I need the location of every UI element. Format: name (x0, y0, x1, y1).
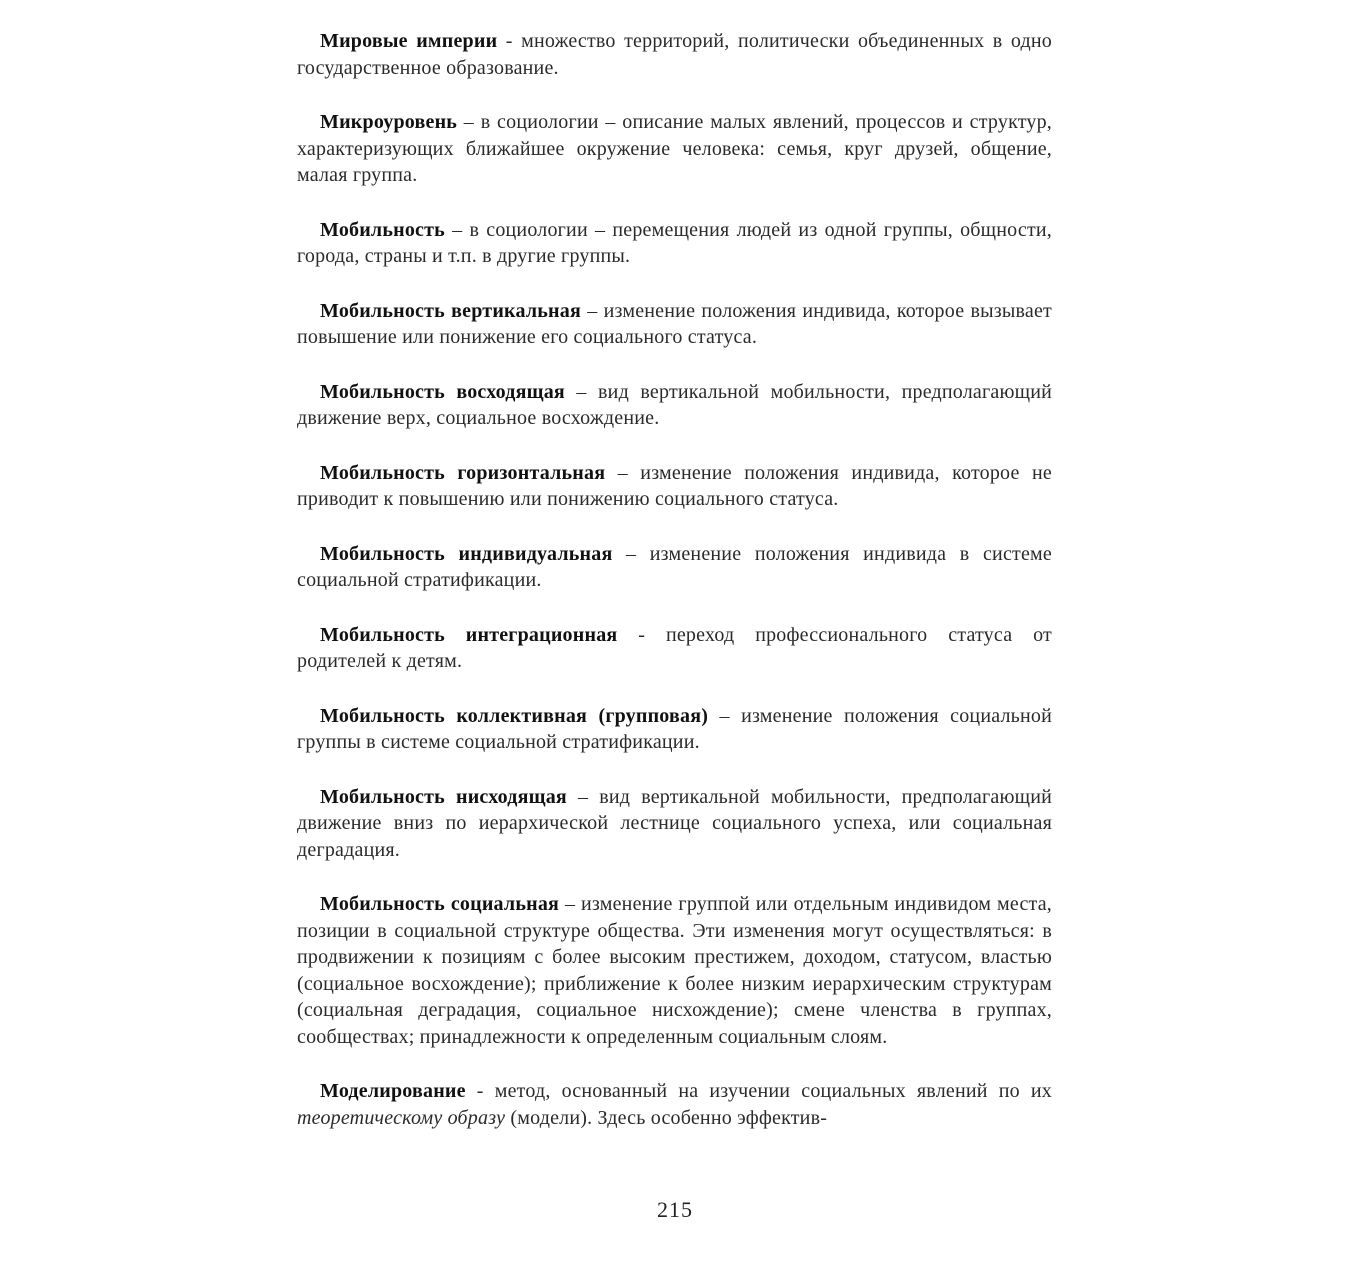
entry-term: Мобильность восходящая (320, 380, 565, 403)
glossary-entry (297, 217, 1052, 270)
entry-definition-italic: теоретическому образу (297, 1106, 506, 1129)
glossary-entry (297, 28, 1052, 81)
entry-definition: – изменение положения индивида, которое вызывает повышение или понижение его социального статуса. (297, 299, 1052, 348)
entry-term: Мобильность социальная (320, 893, 560, 915)
entry-term: Мобильность индивидуальная (320, 542, 613, 565)
entry-definition: – в социологии – описание малых явлений, процессов и структур, характеризующих ближайшее окружение человека: семья, круг друзей, общение, малая группа. (297, 111, 1052, 186)
entry-definition: – вид вертикальной мобильности, предполагающий движение вниз по иерархической лестнице социального успеха, или социальная деградация. (297, 785, 1053, 861)
entry-term: Моделирование (320, 1080, 466, 1102)
entry-term: Мобильность вертикальная (320, 299, 581, 322)
glossary-entry (297, 891, 1052, 1050)
entry-term: Мировые империи (320, 30, 498, 52)
glossary-entry (297, 109, 1052, 189)
entry-definition-start: - метод, основанный на изучении социальных явлений по их (465, 1080, 1052, 1102)
entry-definition: – изменение положения индивида, которое не приводит к повышению или понижению социального статуса. (297, 461, 1052, 510)
entry-definition: – изменение группой или отдельным индивидом места, позиции в социальной структуре общества. Эти изменения могут осуществляться: в продвижении к позициям с более высоким престижем, доходом, статусом, властью (социальное восхождение); приближение к более низким иерархическим структурам (социальная деградация, социальное нисхождение); смене членства в группах, сообществах; принадлежности к определенным социальным слоям. (297, 893, 1053, 1048)
entry-definition-end: (модели). Здесь особенно эффектив- (505, 1106, 828, 1129)
entry-definition: – изменение положения индивида в системе социальной стратификации. (297, 542, 1052, 591)
glossary-entry (297, 703, 1052, 756)
entry-definition: - переход профессионального статуса от родителей к детям. (297, 623, 1052, 672)
entry-definition: - множество территорий, политически объединенных в одно государственное образование. (297, 30, 1052, 79)
glossary-entry (297, 379, 1052, 432)
entry-term: Мобильность (320, 218, 445, 241)
entry-term: Мобильность интеграционная (320, 623, 618, 646)
glossary-entry (297, 460, 1052, 513)
glossary-entries (297, 28, 1052, 1050)
glossary-entry (297, 541, 1052, 594)
entry-term: Микроуровень (320, 111, 458, 133)
entry-term: Мобильность коллективная (групповая) (320, 704, 709, 727)
entry-definition: – в социологии – перемещения людей из одной группы, общности, города, страны и т.п. в другие группы. (297, 218, 1052, 267)
entry-definition: – вид вертикальной мобильности, предполагающий движение верх, социальное восхождение. (297, 380, 1053, 429)
dictionary-page (297, 28, 1052, 1159)
entry-term: Мобильность горизонтальная (320, 461, 606, 484)
glossary-entry (297, 784, 1052, 864)
glossary-entry (297, 298, 1052, 351)
entry-term: Мобильность нисходящая (320, 785, 567, 808)
glossary-entry-modeling (297, 1078, 1052, 1131)
entry-definition: – изменение положения социальной группы в системе социальной стратификации. (297, 704, 1052, 753)
page-number: 215 (657, 1197, 693, 1222)
glossary-entry (297, 622, 1052, 675)
